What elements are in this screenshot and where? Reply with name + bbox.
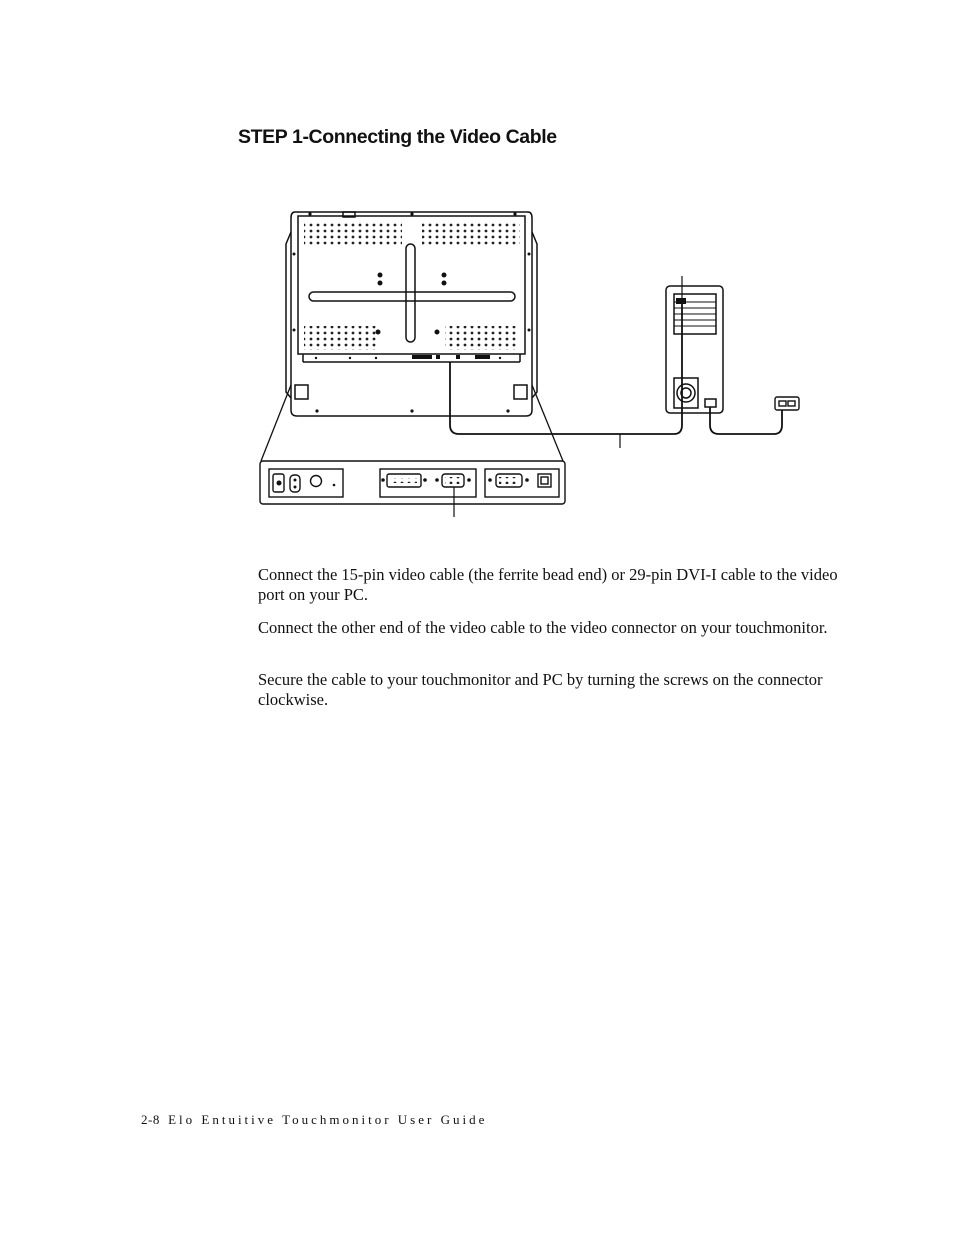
- rear-port-strip: [315, 355, 501, 359]
- vent-grid-top-left: [304, 222, 402, 246]
- pc-tower: [666, 286, 723, 413]
- page-number: 2-8: [141, 1112, 160, 1127]
- step-heading: STEP 1-Connecting the Video Cable: [238, 126, 557, 148]
- instruction-paragraph-1: Connect the 15-pin video cable (the ferrite bead end) or 29-pin DVI-I cable to the video port on your PC.: [258, 565, 838, 604]
- page-footer: [141, 1112, 487, 1128]
- pc-video-port: [676, 298, 686, 304]
- instruction-paragraph-3: Secure the cable to your touchmonitor and PC by turning the screws on the connector clockwise.: [258, 670, 823, 709]
- vent-grid-bottom-left: [304, 326, 378, 350]
- vent-grid-top-right: [422, 222, 520, 246]
- footer-title: Elo Entuitive Touchmonitor User Guide: [168, 1112, 488, 1127]
- connection-diagram: [0, 0, 954, 560]
- instruction-paragraph-2: Connect the other end of the video cable to the video connector on your touchmonitor.: [258, 618, 828, 637]
- zoom-callout-lines: [261, 385, 563, 461]
- video-cable: [450, 304, 682, 434]
- pc-vent-lines: [674, 302, 716, 326]
- power-cable: [710, 407, 782, 434]
- vent-grid-bottom-right: [445, 326, 519, 350]
- power-outlet: [775, 397, 799, 410]
